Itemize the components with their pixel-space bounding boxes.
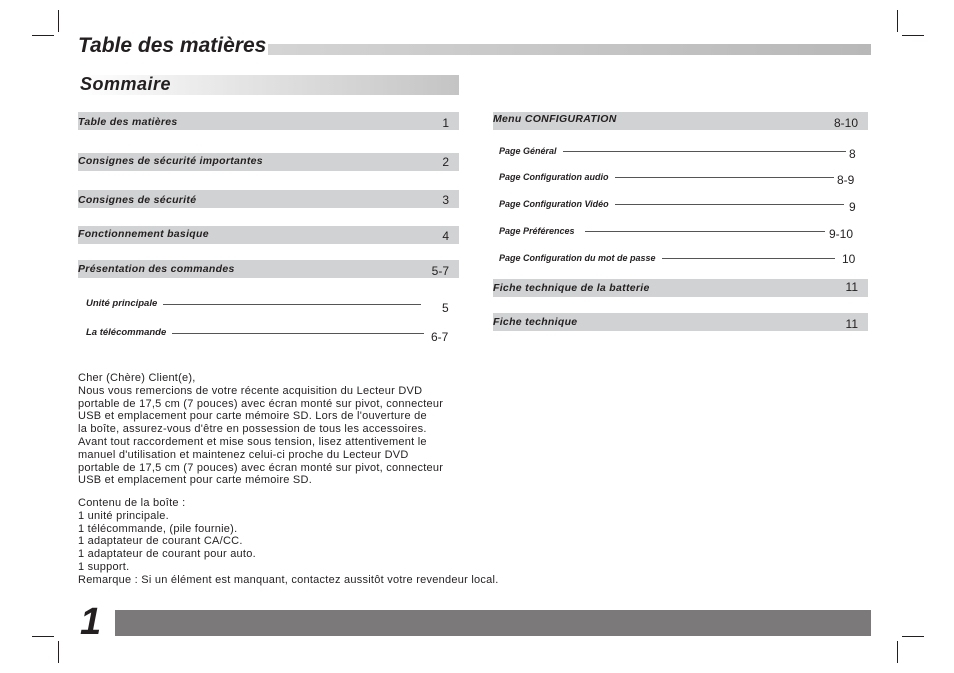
crop-mark bbox=[902, 35, 924, 36]
toc-label: Table des matières bbox=[78, 116, 178, 128]
footer-bar bbox=[115, 610, 871, 636]
toc-page: 8 bbox=[849, 147, 856, 161]
toc-page: 11 bbox=[845, 317, 858, 331]
toc-page: 9-10 bbox=[829, 227, 854, 241]
text-line: 1 unité principale. bbox=[78, 509, 169, 522]
toc-page: 3 bbox=[442, 193, 449, 207]
toc-page: 4 bbox=[442, 229, 449, 243]
toc-subentry-mot-de-passe[interactable] bbox=[499, 252, 864, 268]
intro-paragraph bbox=[78, 372, 443, 487]
text-line: portable de 17,5 cm (7 pouces) avec écran monté sur pivot, connecteur bbox=[78, 461, 444, 474]
toc-subentry-telecommande[interactable] bbox=[86, 327, 451, 343]
leader-line bbox=[614, 177, 834, 178]
toc-subentry-unite-principale[interactable] bbox=[86, 298, 451, 314]
toc-label: Fiche technique bbox=[493, 316, 578, 328]
section-heading: Sommaire bbox=[80, 74, 172, 94]
toc-entry-fonctionnement[interactable] bbox=[78, 226, 459, 244]
toc-subentry-config-video[interactable] bbox=[499, 198, 864, 214]
toc-label: Unité principale bbox=[86, 298, 163, 310]
text-line: Avant tout raccordement et mise sous tension, lisez attentivement le bbox=[78, 435, 427, 448]
toc-page: 2 bbox=[442, 155, 449, 169]
toc-label: Consignes de sécurité importantes bbox=[78, 155, 263, 167]
toc-entry-consignes-importantes[interactable] bbox=[78, 153, 459, 171]
toc-page: 11 bbox=[845, 280, 858, 294]
toc-label: Consignes de sécurité bbox=[78, 194, 197, 206]
text-line: 1 adaptateur de courant CA/CC. bbox=[78, 535, 243, 548]
text-line: Remarque : Si un élément est manquant, contactez aussitôt votre revendeur local. bbox=[78, 573, 499, 586]
leader-line bbox=[156, 304, 421, 305]
toc-label: Menu CONFIGURATION bbox=[493, 113, 617, 125]
box-contents bbox=[78, 497, 499, 587]
toc-entry-fiche-technique[interactable] bbox=[493, 313, 868, 331]
text-line: Nous vous remercions de votre récente acquisition du Lecteur DVD bbox=[78, 384, 423, 397]
toc-entry-table-des-matieres[interactable] bbox=[78, 112, 459, 130]
toc-label: Présentation des commandes bbox=[78, 263, 235, 275]
toc-entry-consignes-securite[interactable] bbox=[78, 190, 459, 208]
crop-mark bbox=[897, 10, 898, 32]
crop-mark bbox=[32, 35, 54, 36]
toc-page: 10 bbox=[842, 252, 856, 266]
text-line: 1 support. bbox=[78, 560, 130, 573]
text-line: manuel d'utilisation et maintenez celui-ci proche du Lecteur DVD bbox=[78, 448, 409, 461]
leader-line bbox=[657, 258, 835, 259]
leader-line bbox=[172, 333, 424, 334]
crop-mark bbox=[58, 10, 59, 32]
toc-page: 6-7 bbox=[431, 330, 449, 344]
toc-page: 8-9 bbox=[837, 173, 855, 187]
leader-line bbox=[585, 231, 825, 232]
toc-label: Page Configuration Vidéo bbox=[499, 198, 615, 210]
text-line: USB et emplacement pour carte mémoire SD. Lors de l'ouverture de bbox=[78, 410, 427, 423]
crop-mark bbox=[58, 641, 59, 663]
toc-subentry-preferences[interactable] bbox=[499, 225, 864, 241]
page-number: 1 bbox=[80, 601, 102, 643]
title-bar bbox=[268, 44, 871, 55]
text-line: 1 télécommande, (pile fournie). bbox=[78, 522, 238, 535]
text-line: 1 adaptateur de courant pour auto. bbox=[78, 548, 256, 561]
crop-mark bbox=[902, 636, 924, 637]
toc-page: 5 bbox=[442, 301, 449, 315]
toc-label: Page Configuration du mot de passe bbox=[499, 252, 662, 264]
page-title: Table des matières bbox=[78, 34, 267, 57]
toc-label: Fonctionnement basique bbox=[78, 228, 209, 240]
leader-line bbox=[563, 151, 846, 152]
toc-subentry-page-general[interactable] bbox=[499, 145, 864, 161]
toc-entry-menu-configuration[interactable] bbox=[493, 112, 868, 130]
toc-label: Fiche technique de la batterie bbox=[493, 282, 650, 294]
text-line: Cher (Chère) Client(e), bbox=[78, 372, 196, 384]
text-line: la boîte, assurez-vous d'être en possession de tous les accessoires. bbox=[78, 423, 427, 436]
crop-mark bbox=[32, 636, 54, 637]
toc-page: 9 bbox=[849, 200, 856, 214]
toc-label: La télécommande bbox=[86, 327, 172, 339]
toc-entry-presentation[interactable] bbox=[78, 260, 459, 278]
crop-mark bbox=[897, 641, 898, 663]
toc-label: Page Général bbox=[499, 145, 563, 157]
text-line: portable de 17,5 cm (7 pouces) avec écran monté sur pivot, connecteur bbox=[78, 397, 444, 410]
toc-entry-fiche-batterie[interactable] bbox=[493, 279, 868, 297]
toc-subentry-config-audio[interactable] bbox=[499, 171, 864, 187]
toc-label: Page Configuration audio bbox=[499, 171, 615, 183]
text-line: Contenu de la boîte : bbox=[78, 497, 186, 509]
toc-page: 8-10 bbox=[833, 116, 858, 130]
text-line: USB et emplacement pour carte mémoire SD. bbox=[78, 474, 313, 487]
toc-page: 1 bbox=[442, 116, 449, 130]
toc-label: Page Préférences bbox=[499, 225, 581, 237]
toc-page: 5-7 bbox=[431, 264, 449, 278]
leader-line bbox=[614, 204, 844, 205]
